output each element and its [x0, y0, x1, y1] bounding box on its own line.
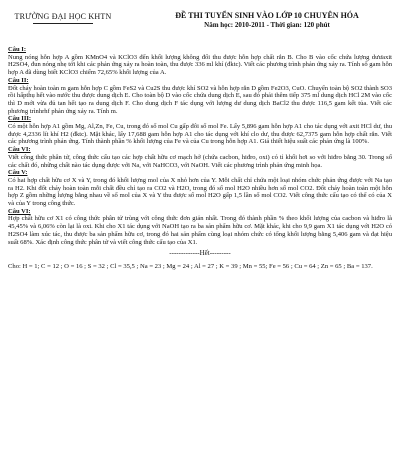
exam-title: ĐỀ THI TUYỂN SINH VÀO LỚP 10 CHUYÊN HÓA [175, 11, 359, 20]
question-label: Câu III: [8, 115, 32, 123]
question-label: Câu VI: [8, 207, 31, 215]
question-5 [8, 169, 392, 208]
end-marker: -------------Hết--------- [169, 249, 231, 258]
question-3 [8, 115, 392, 146]
atomic-masses-note: Cho: H = 1; C = 12 ; O = 16 ; S = 32 ; Cl = 35,5 ; Na = 23 ; Mg = 24 ; Al = 27 ; K = 39 ; Mn = 55; Fe = 56 ; Cu = 64 ; Zn = 65 ; Ba = 137. [8, 262, 373, 270]
document-header [8, 6, 392, 40]
question-text: Có một hỗn hợp A1 gồm Mg, Al,Zn, Fe, Cu, trong đó số mol Cu gấp đôi số mol Fe. Lấy 5,896 gam hỗn hợp A1 cho tác dụng với axit HCl dư, thu được 4,2336 lít khí H2 (đktc). Mặt khác, lấy 17,688 gam hỗn hợp A1 cho tác dụng với khí clo dư, thu được 62,7375 gam hỗn hợp chất rắn. Viết các phương trình phản ứng. Tính thành phần % khối lượng của Fe và của Cu trong hỗn hợp A1. Giả thiết hiệu suất các phản ứng là 100%. [8, 123, 392, 146]
question-1 [8, 46, 392, 77]
question-6 [8, 208, 392, 247]
exam-subtitle: Năm học: 2010-2011 - Thời gian: 120 phút [204, 21, 330, 29]
school-name-text: TRƯỜNG ĐẠI HỌC KHTN [14, 12, 112, 21]
question-text: Nung nóng hỗn hợp A gồm KMnO4 và KClO3 đến khối lượng không đổi thu được hỗn hợp chất rắn B. Cho B vào cốc chứa lượng dưưaxit H2SO4, đun nóng nhẹ tới khi các phản ứng xảy ra hoàn toàn, thu được 336 ml khí (đktc). Viết các phương trình phản ứng xảy ra. Tính số gam hỗn hợp A đã dùng biết KClO3 chiếm 72,65% khối lượng của A. [8, 53, 392, 77]
question-label: Câu II: [8, 76, 29, 84]
question-text: Đốt cháy hoàn toàn m gam hỗn hợp C gồm FeS2 và Cu2S thu được khí SO2 và hỗn hợp rắn D gồm Fe2O3, CuO. Chuyển toàn bộ SO2 thành SO3 rồi hấpthụ hết vào nước thu được dung dịch E. Cho toàn bộ D vào cốc chứa dung dịch E, sau đó phải thêm tiếp 375 ml dung dịch HCl 2M vào cốc thì D mới vừa đủ tan hết tạo ra dung dịch F. Cho dung dịch F tác dụng với lượng dư dung dịch BaCl2 thu được 116,5 gam kết tủa. Viết các phương trìnhrhf phản ứng xảy ra. Tính m. [8, 84, 392, 115]
question-label: Câu V: [8, 169, 28, 177]
questions-content [8, 46, 392, 271]
question-label: Câu I: [8, 46, 27, 53]
question-text: Hợp chất hữu cơ X1 có công thức phân tử trùng với công thức đơn giản nhất. Trong đó thành phần % theo khối lượng của cacbon và hiđro là 45,45% và 6,06% còn lại là oxi. Khi cho X1 tác dụng với NaOH tạo ra ba sản phẩm hữu cơ. Mặt khác, khi cho 9,9 gam X1 tác dụng với H2O có H2SO4 làm xúc tác, thu được ba sản phẩm hữu cơ, trong đó hai sản phẩm cùng loại nhóm chức có tổng khối lượng bằng 5,406 gam và đạt hiệu suất 68%. Xác định công thức phân tử và viết công thức cấu tạo của X1. [8, 215, 392, 246]
question-text: Có hai hợp chất hữu cơ X và Y, trong đó khối lượng mol của X nhỏ hơn của Y. Mỗi chất chỉ chứa một loại nhóm chức phản ứng được với Na tạo ra H2. Khi đốt cháy hoàn toàn mỗi chất đều chỉ tạo ra CO2 và H2O, trong đó số mol H2O nhiều hơn số mol CO2. Đốt cháy hoàn toàn một hỗn hợp Z gồm những lượng bằng nhau về số mol của X và Y thu được số mol H2O gấp 1,5 lần số mol CO2. Viết công thức cấu tạo có thể có của X và của Y trong công thức. [8, 176, 392, 208]
question-4 [8, 146, 392, 169]
school-name [8, 12, 118, 24]
question-2 [8, 77, 392, 116]
school-underline [33, 23, 93, 24]
question-label: Câu VI: [8, 146, 31, 154]
question-text: Viết công thức phân tử, công thức cấu tạo các hợp chất hữu cơ mạch hở (chứa cacbon, hiđro, oxi) có tỉ khối hơi so với hiđro bằng 30. Trong số các chất đó, những chất nào tác dụng được với Na, với NaHCO3, với NaOH. Viết các phương trình phản ứng minh họa. [8, 153, 392, 169]
title-block [142, 11, 392, 29]
